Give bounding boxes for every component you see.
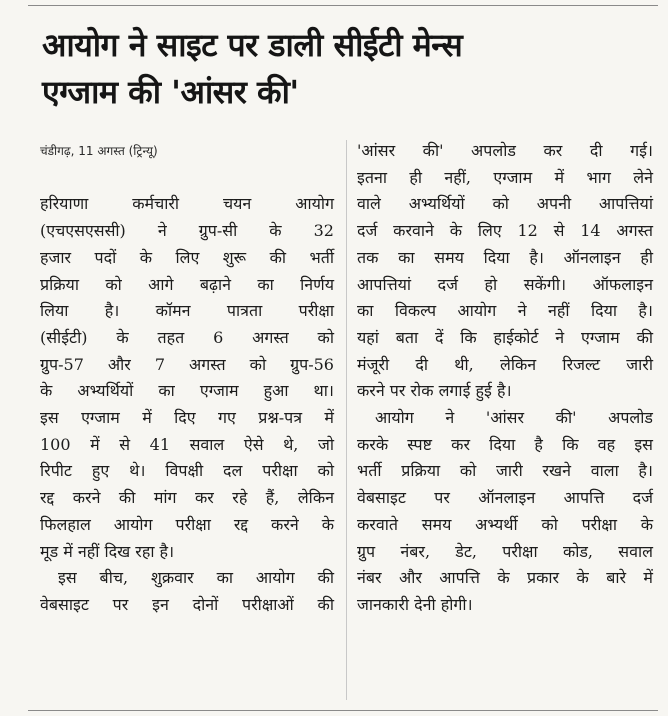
headline-line-2: एग्जाम की 'आंसर की' bbox=[42, 73, 299, 111]
text-line: ग्रुप नंबर, डेट, परीक्षा कोड, सवाल bbox=[357, 541, 653, 561]
text-line: प्रक्रिया को आगे बढ़ाने का निर्णय bbox=[40, 274, 334, 294]
text-line: वेबसाइट पर इन दोनों परीक्षाओं की bbox=[40, 594, 334, 614]
text-line: यहां बता दें कि हाईकोर्ट ने एग्जाम की bbox=[357, 327, 653, 347]
text-line: तक का समय दिया है। ऑनलाइन ही bbox=[357, 247, 653, 267]
text-line: इस एग्जाम में दिए गए प्रश्न-पत्र में bbox=[40, 408, 334, 428]
text-line: 100 में से 41 सवाल ऐसे थे, जो bbox=[40, 434, 334, 454]
bottom-rule bbox=[28, 710, 658, 711]
right-paragraph-1 bbox=[357, 138, 653, 405]
text-line: वेबसाइट पर ऑनलाइन आपत्ति दर्ज bbox=[357, 488, 653, 508]
right-column bbox=[357, 138, 653, 619]
text-line: 'आंसर की' अपलोड कर दी गई। bbox=[357, 141, 653, 160]
top-rule bbox=[28, 5, 658, 6]
text-line: नंबर और आपत्ति के प्रकार के बारे में bbox=[357, 568, 653, 588]
left-paragraph-1 bbox=[40, 191, 334, 565]
text-line: करवाते समय अभ्यर्थी को परीक्षा के bbox=[357, 514, 653, 534]
text-line: लिया है। कॉमन पात्रता परीक्षा bbox=[40, 301, 334, 321]
text-line: हजार पदों के लिए शुरू की भर्ती bbox=[40, 247, 334, 267]
text-line: (एचएसएससी) ने ग्रुप-सी के 32 bbox=[40, 221, 334, 241]
text-line: का विकल्प आयोग ने नहीं दिया है। bbox=[357, 301, 653, 321]
text-line: आयोग ने 'आंसर की' अपलोड bbox=[375, 408, 653, 428]
text-line: ग्रुप-57 और 7 अगस्त को ग्रुप-56 bbox=[40, 354, 334, 374]
text-line: मूड में नहीं दिख रहा है। bbox=[40, 541, 175, 561]
text-line: आपत्तियां दर्ज हो सकेंगी। ऑफलाइन bbox=[357, 274, 653, 294]
text-line: करके स्पष्ट कर दिया है कि वह इस bbox=[357, 434, 653, 454]
text-line: भर्ती प्रक्रिया को जारी रखने वाला है। bbox=[357, 461, 653, 481]
headline-line-1: आयोग ने साइट पर डाली सीईटी मेन्स bbox=[42, 26, 463, 64]
text-line: वाले अभ्यर्थियों को अपनी आपत्तियां bbox=[357, 194, 653, 214]
left-paragraph-2 bbox=[40, 565, 334, 618]
right-paragraph-2 bbox=[357, 405, 653, 619]
headline bbox=[42, 22, 642, 116]
text-line: हरियाणा कर्मचारी चयन आयोग bbox=[40, 194, 334, 214]
text-line: फिलहाल आयोग परीक्षा रद्द करने के bbox=[40, 514, 334, 534]
dateline: चंडीगढ़, 11 अगस्त (ट्रिन्यू) bbox=[40, 144, 158, 158]
text-line: रिपीट हुए थे। विपक्षी दल परीक्षा को bbox=[40, 461, 334, 481]
left-column bbox=[40, 138, 334, 619]
text-line: रद्द करने की मांग कर रहे हैं, लेकिन bbox=[40, 488, 334, 508]
text-line: दर्ज करवाने के लिए 12 से 14 अगस्त bbox=[357, 221, 653, 241]
text-line: मंजूरी दी थी, लेकिन रिजल्ट जारी bbox=[357, 354, 653, 374]
text-line: (सीईटी) के तहत 6 अगस्त को bbox=[40, 327, 334, 347]
text-line: इस बीच, शुक्रवार का आयोग की bbox=[58, 568, 334, 588]
column-divider bbox=[346, 140, 347, 700]
text-line: इतना ही नहीं, एग्जाम में भाग लेने bbox=[357, 167, 653, 187]
text-line: करने पर रोक लगाई हुई है। bbox=[357, 381, 512, 401]
text-line: के अभ्यर्थियों का एग्जाम हुआ था। bbox=[40, 381, 334, 401]
text-line: जानकारी देनी होगी। bbox=[357, 594, 473, 614]
